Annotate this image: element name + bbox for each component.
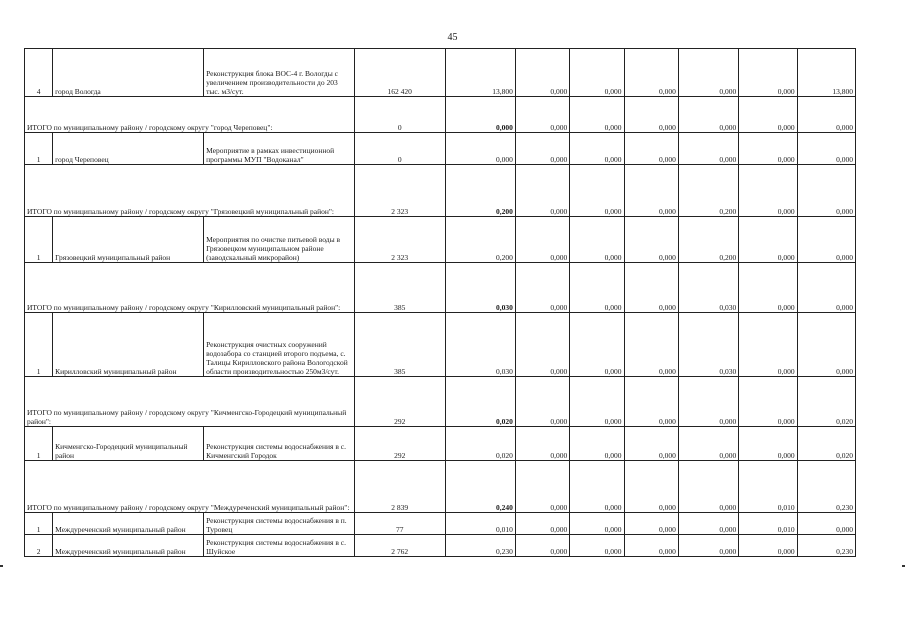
value-cell: 0,000	[739, 217, 797, 263]
value-cell: 0,020	[797, 377, 855, 427]
row-number: 1	[25, 313, 53, 377]
value-cell: 0,000	[797, 313, 855, 377]
value-cell: 0,000	[624, 513, 678, 535]
value-cell: 0,030	[678, 313, 738, 377]
table-row	[25, 513, 856, 535]
value-cell: 0,000	[624, 535, 678, 557]
total-row	[25, 263, 856, 313]
value-cell: 0,000	[515, 427, 569, 461]
scan-edge-mark	[0, 565, 3, 567]
value-cell: 0,200	[445, 165, 515, 217]
value-cell: 0,000	[624, 165, 678, 217]
total-label: ИТОГО по муниципальному району / городскому округу "Кичменгско-Городецкий муниципальный район":	[25, 377, 355, 427]
value-cell: 0,000	[570, 97, 624, 133]
value-cell: 0,000	[797, 165, 855, 217]
total-label: ИТОГО по муниципальному району / городскому округу "город Череповец":	[25, 97, 355, 133]
value-cell: 0,000	[515, 49, 569, 97]
value-cell: 0,000	[624, 217, 678, 263]
row-number: 1	[25, 427, 53, 461]
value-cell: 0,000	[570, 427, 624, 461]
measure-cell: Мероприятия по очистке питьевой воды в Грязовецком муниципальном районе (заводскальный микрорайон)	[204, 217, 355, 263]
municipality-cell: Междуреченский муниципальный район	[53, 535, 204, 557]
amount-cell: 2 839	[354, 461, 445, 513]
value-cell: 0,030	[445, 313, 515, 377]
value-cell: 0,000	[570, 377, 624, 427]
row-number: 1	[25, 133, 53, 165]
value-cell: 13,800	[797, 49, 855, 97]
value-cell: 0,000	[445, 133, 515, 165]
measure-cell: Реконструкция системы водоснабжения в с. Кичменгский Городок	[204, 427, 355, 461]
municipality-cell: Междуреченский муниципальный район	[53, 513, 204, 535]
page-number: 45	[447, 32, 458, 43]
value-cell: 0,000	[445, 97, 515, 133]
value-cell: 0,230	[797, 535, 855, 557]
value-cell: 0,230	[797, 461, 855, 513]
row-number: 4	[25, 49, 53, 97]
municipality-cell: город Череповец	[53, 133, 204, 165]
table-row	[25, 133, 856, 165]
amount-cell: 2 323	[354, 165, 445, 217]
value-cell: 0,000	[515, 513, 569, 535]
value-cell: 0,240	[445, 461, 515, 513]
table-row	[25, 49, 856, 97]
amount-cell: 0	[354, 97, 445, 133]
value-cell: 0,000	[678, 535, 738, 557]
value-cell: 0,000	[624, 133, 678, 165]
value-cell: 0,000	[624, 461, 678, 513]
value-cell: 0,000	[739, 377, 797, 427]
value-cell: 0,000	[570, 313, 624, 377]
value-cell: 0,000	[678, 427, 738, 461]
value-cell: 0,000	[678, 97, 738, 133]
value-cell: 0,000	[739, 133, 797, 165]
value-cell: 0,010	[739, 513, 797, 535]
amount-cell: 385	[354, 313, 445, 377]
value-cell: 0,000	[739, 427, 797, 461]
row-number: 2	[25, 535, 53, 557]
value-cell: 0,000	[678, 133, 738, 165]
value-cell: 0,000	[624, 313, 678, 377]
value-cell: 0,010	[739, 461, 797, 513]
total-row	[25, 461, 856, 513]
value-cell: 0,000	[797, 133, 855, 165]
financing-table	[24, 48, 856, 557]
table-row	[25, 313, 856, 377]
table-row	[25, 217, 856, 263]
value-cell: 0,000	[515, 133, 569, 165]
value-cell: 0,000	[739, 535, 797, 557]
value-cell: 0,000	[515, 377, 569, 427]
total-label: ИТОГО по муниципальному району / городскому округу "Кирилловский муниципальный район":	[25, 263, 355, 313]
value-cell: 0,000	[570, 217, 624, 263]
value-cell: 0,200	[678, 217, 738, 263]
value-cell: 0,000	[739, 165, 797, 217]
row-number: 1	[25, 217, 53, 263]
table-row	[25, 535, 856, 557]
measure-cell: Реконструкция системы водоснабжения в п. Туровец	[204, 513, 355, 535]
value-cell: 0,000	[515, 313, 569, 377]
value-cell: 0,000	[739, 263, 797, 313]
amount-cell: 2 323	[354, 217, 445, 263]
value-cell: 0,000	[570, 49, 624, 97]
total-row	[25, 97, 856, 133]
value-cell: 0,000	[570, 461, 624, 513]
value-cell: 0,000	[797, 217, 855, 263]
value-cell: 0,030	[445, 263, 515, 313]
total-row	[25, 165, 856, 217]
value-cell: 0,000	[624, 377, 678, 427]
value-cell: 0,010	[445, 513, 515, 535]
row-number: 1	[25, 513, 53, 535]
value-cell: 0,000	[515, 165, 569, 217]
municipality-cell: город Вологда	[53, 49, 204, 97]
amount-cell: 162 420	[354, 49, 445, 97]
value-cell: 0,000	[624, 97, 678, 133]
measure-cell: Реконструкция системы водоснабжения в с. Шуйское	[204, 535, 355, 557]
value-cell: 0,000	[570, 165, 624, 217]
value-cell: 0,000	[570, 535, 624, 557]
value-cell: 0,000	[624, 427, 678, 461]
amount-cell: 77	[354, 513, 445, 535]
total-row	[25, 377, 856, 427]
municipality-cell: Грязовецкий муниципальный район	[53, 217, 204, 263]
value-cell: 13,800	[445, 49, 515, 97]
value-cell: 0,000	[624, 49, 678, 97]
amount-cell: 385	[354, 263, 445, 313]
value-cell: 0,000	[739, 97, 797, 133]
measure-cell: Реконструкция очистных сооружений водозабора со станцией второго подъема, с. Талицы Кирилловского района Вологодской области производительностью 250м3/сут.	[204, 313, 355, 377]
value-cell: 0,000	[797, 97, 855, 133]
value-cell: 0,230	[445, 535, 515, 557]
value-cell: 0,030	[678, 263, 738, 313]
value-cell: 0,000	[515, 97, 569, 133]
amount-cell: 0	[354, 133, 445, 165]
measure-cell: Мероприятие в рамках инвестиционной программы МУП "Водоканал"	[204, 133, 355, 165]
amount-cell: 2 762	[354, 535, 445, 557]
value-cell: 0,000	[570, 133, 624, 165]
value-cell: 0,020	[445, 427, 515, 461]
total-label: ИТОГО по муниципальному району / городскому округу "Междуреченский муниципальный район":	[25, 461, 355, 513]
municipality-cell: Кирилловский муниципальный район	[53, 313, 204, 377]
value-cell: 0,200	[445, 217, 515, 263]
value-cell: 0,000	[515, 217, 569, 263]
value-cell: 0,200	[678, 165, 738, 217]
amount-cell: 292	[354, 427, 445, 461]
table-row	[25, 427, 856, 461]
value-cell: 0,000	[678, 377, 738, 427]
value-cell: 0,020	[797, 427, 855, 461]
municipality-cell: Кичменгско-Городецкий муниципальный район	[53, 427, 204, 461]
measure-cell: Реконструкция блока ВОС-4 г. Вологды с увеличением производительности до 203 тыс. м3/сут.	[204, 49, 355, 97]
value-cell: 0,000	[570, 263, 624, 313]
amount-cell: 292	[354, 377, 445, 427]
value-cell: 0,000	[678, 49, 738, 97]
value-cell: 0,000	[797, 263, 855, 313]
value-cell: 0,000	[678, 513, 738, 535]
value-cell: 0,000	[739, 313, 797, 377]
value-cell: 0,000	[797, 513, 855, 535]
value-cell: 0,000	[570, 513, 624, 535]
value-cell: 0,020	[445, 377, 515, 427]
value-cell: 0,000	[515, 461, 569, 513]
value-cell: 0,000	[678, 461, 738, 513]
value-cell: 0,000	[515, 535, 569, 557]
value-cell: 0,000	[739, 49, 797, 97]
total-label: ИТОГО по муниципальному району / городскому округу "Грязовецкий муниципальный район":	[25, 165, 355, 217]
value-cell: 0,000	[624, 263, 678, 313]
value-cell: 0,000	[515, 263, 569, 313]
